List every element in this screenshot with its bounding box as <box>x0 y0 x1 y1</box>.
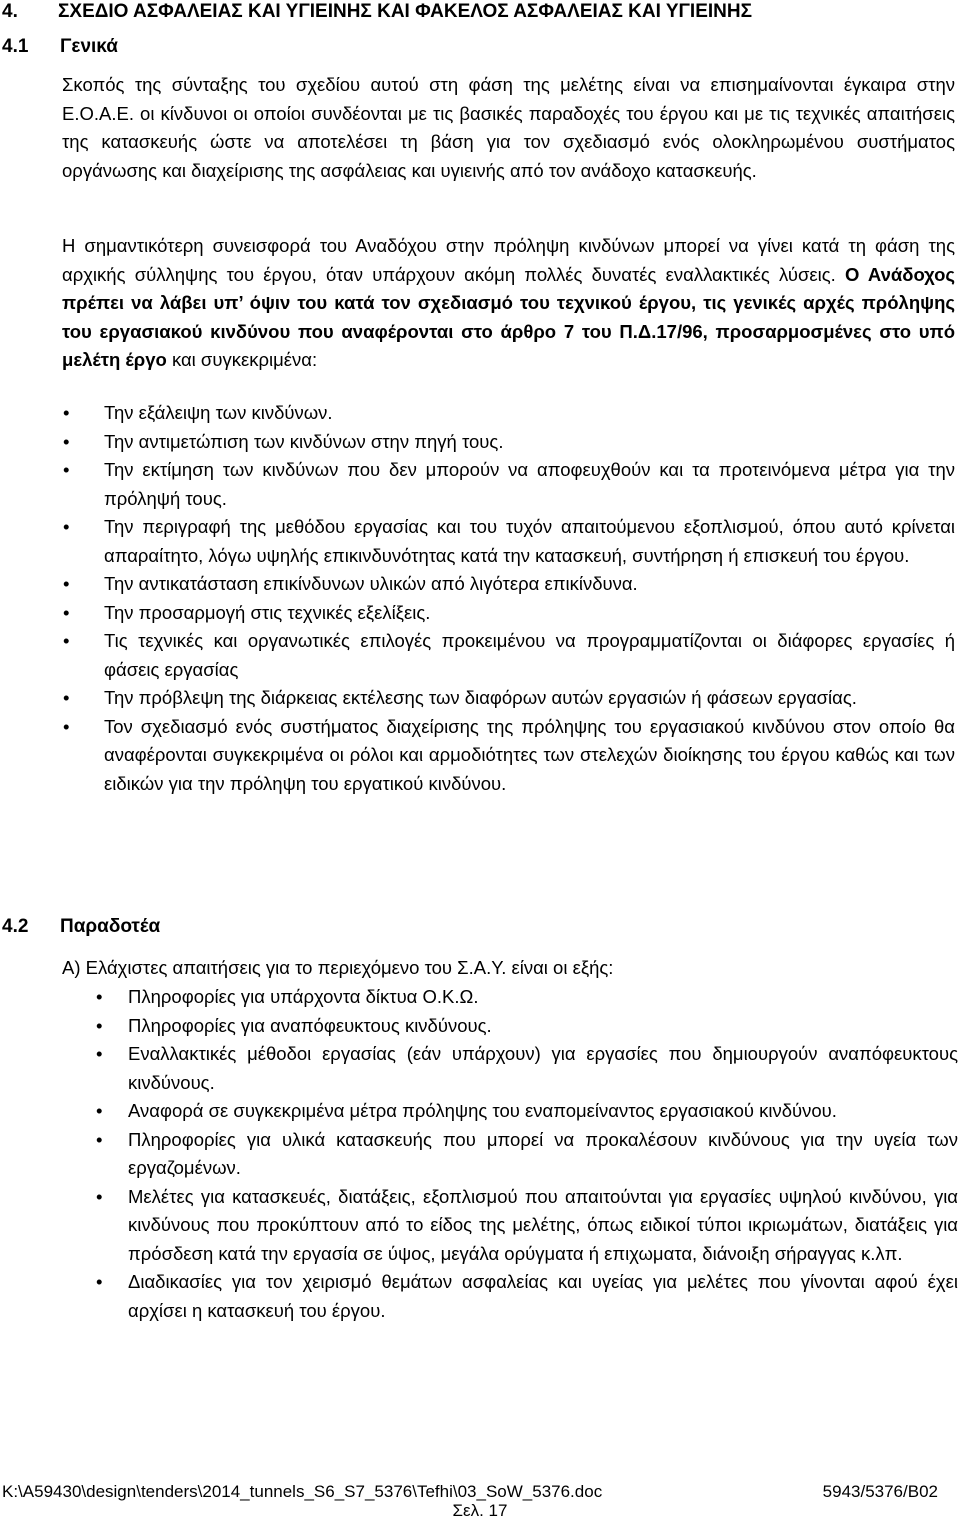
footer-page-number: Σελ. 17 <box>452 1501 508 1520</box>
list-item: • Την πρόβλεψη της διάρκειας εκτέλεσης των διαφόρων αυτών εργασιών ή φάσεων εργασίας. <box>62 684 955 713</box>
paragraph-bold-text: Ο Ανάδοχος πρέπει να λάβει υπ’ όψιν του κατά τον σχεδιασμό του τεχνικού έργου, τις γενικές αρχές πρόληψης του εργασιακού κινδύνου που αναφέρονται στο άρθρο 7 του Π.Δ.17/96, προσαρμοσμένες στο υπό μελέτη έργο <box>62 263 955 370</box>
contribution-paragraph <box>62 232 955 375</box>
bullet-icon: • <box>63 402 70 423</box>
paragraph-tail-text: και συγκεκριμένα: <box>166 349 318 370</box>
bullet-icon: • <box>63 516 70 537</box>
list-item: • Την αντιμετώπιση των κινδύνων στην πηγή τους. <box>62 428 955 457</box>
bullet-icon: • <box>63 715 70 737</box>
subsection-heading-4-1 <box>2 35 118 59</box>
list-item: • Πληροφορίες για υπάρχοντα δίκτυα Ο.Κ.Ω. <box>86 983 958 1012</box>
list-item: • Μελέτες για κατασκευές, διατάξεις, εξοπλισμού που απαιτούνται για εργασίες υψηλού κινδύνου, για κινδύνους που προκύπτουν από το είδος της μελέτης, όπως ειδικοί τύποι ικριωμάτων, διατάξεις για πρόσδεση κατά την εργασία σε ύψος, μεγάλα ορύγματα ή επιχωματα, διάνοιξη σήραγγας κ.λπ. <box>86 1183 958 1269</box>
bullet-icon: • <box>63 630 70 651</box>
deliverables-list <box>86 983 958 1325</box>
bullet-icon: • <box>63 687 70 708</box>
list-item: • Την εξάλειψη των κινδύνων. <box>62 399 955 428</box>
subsection-title: Γενικά <box>60 36 118 57</box>
subsection-title: Παραδοτέα <box>60 916 161 937</box>
bullet-icon: • <box>96 1014 103 1036</box>
list-item: • Την περιγραφή της μεθόδου εργασίας και του τυχόν απαιτούμενου εξοπλισμού, όπου αυτό κρίνεται απαραίτητο, λόγω υψηλής επικινδυνότητας κατά την κατασκευή, συντήρηση ή επισκευή του έργου. <box>62 513 955 570</box>
subsection-number: 4.1 <box>2 36 29 57</box>
footer-file-path: K:\A59430\design\tenders\2014_tunnels_S6_S7_5376\Tefhi\03_SoW_5376.doc <box>2 1482 603 1501</box>
deliverables-intro: Α) Ελάχιστες απαιτήσεις για το περιεχόμενο του Σ.Α.Υ. είναι οι εξής: <box>62 957 614 978</box>
bullet-icon: • <box>96 986 103 1007</box>
subsection-heading-4-2 <box>2 915 160 939</box>
bullet-icon: • <box>63 430 70 452</box>
section-title: ΣΧΕΔΙΟ ΑΣΦΑΛΕΙΑΣ ΚΑΙ ΥΓΙΕΙΝΗΣ ΚΑΙ ΦΑΚΕΛΟΣ ΑΣΦΑΛΕΙΑΣ ΚΑΙ ΥΓΙΕΙΝΗΣ <box>58 1 752 22</box>
intro-paragraph: Σκοπός της σύνταξης του σχεδίου αυτού στη φάση της μελέτης είναι να επισημαίνονται έγκαιρα στην Ε.Ο.Α.Ε. οι κίνδυνοι οι οποίοι συνδέονται με τις βασικές παραδοχές του έργου και με τις τεχνικές απαιτήσεις της κατασκευής ώστε να αποτελέσει τη βάση για τον σχεδιασμό ενός ολοκληρωμένου συστήματος οργάνωσης και διαχείρισης της ασφάλειας και υγιεινής από τον ανάδοχο κατασκευής. <box>62 74 955 181</box>
section-heading <box>2 0 752 24</box>
section-number: 4. <box>2 1 18 22</box>
bullet-icon: • <box>96 1100 103 1121</box>
list-item: • Αναφορά σε συγκεκριμένα μέτρα πρόληψης του εναπομείναντος εργασιακού κινδύνου. <box>86 1097 958 1126</box>
list-item: • Εναλλακτικές μέθοδοι εργασίας (εάν υπάρχουν) για εργασίες που δημιουργούν αναπόφευκτους κινδύνους. <box>86 1040 958 1097</box>
subsection-number: 4.2 <box>2 916 29 937</box>
bullet-icon: • <box>96 1185 103 1207</box>
footer-document-code: 5943/5376/B02 <box>822 1482 938 1501</box>
list-item: • Τον σχεδιασμό ενός συστήματος διαχείρισης της πρόληψης του εργασιακού κινδύνου στον οποίο θα αναφέρονται συγκεκριμένα οι ρόλοι και αρμοδιότητες των στελεχών διοίκησης του έργου καθώς και των ειδικών για την πρόληψη του εργατικού κινδύνου. <box>62 713 955 799</box>
bullet-icon: • <box>63 459 70 480</box>
list-item: • Διαδικασίες για τον χειρισμό θεμάτων ασφαλείας και υγείας για μελέτες που γίνονται αφού έχει αρχίσει η κατασκευή του έργου. <box>86 1268 958 1325</box>
bullet-icon: • <box>63 601 70 623</box>
principles-list <box>62 399 955 798</box>
bullet-icon: • <box>96 1128 103 1150</box>
list-item: • Την προσαρμογή στις τεχνικές εξελίξεις. <box>62 599 955 628</box>
list-item: • Τις τεχνικές και οργανωτικές επιλογές προκειμένου να προγραμματίζονται οι διάφορες εργασίες ή φάσεις εργασίας <box>62 627 955 684</box>
bullet-icon: • <box>96 1043 103 1064</box>
list-item: • Την αντικατάσταση επικίνδυνων υλικών από λιγότερα επικίνδυνα. <box>62 570 955 599</box>
list-item: • Πληροφορίες για υλικά κατασκευής που μπορεί να προκαλέσουν κινδύνους για την υγεία των εργαζομένων. <box>86 1126 958 1183</box>
bullet-icon: • <box>63 573 70 594</box>
list-item: • Την εκτίμηση των κινδύνων που δεν μπορούν να αποφευχθούν και τα προτεινόμενα μέτρα για την πρόληψή τους. <box>62 456 955 513</box>
list-item: • Πληροφορίες για αναπόφευκτους κινδύνους. <box>86 1012 958 1041</box>
paragraph-text: Η σημαντικότερη συνεισφορά του Αναδόχου στην πρόληψη κινδύνων μπορεί να γίνει κατά τη φάση της αρχικής σύλληψης του έργου, όταν υπάρχουν ακόμη πολλές δυνατές εναλλακτικές λύσεις. <box>62 235 955 285</box>
bullet-icon: • <box>96 1271 103 1292</box>
